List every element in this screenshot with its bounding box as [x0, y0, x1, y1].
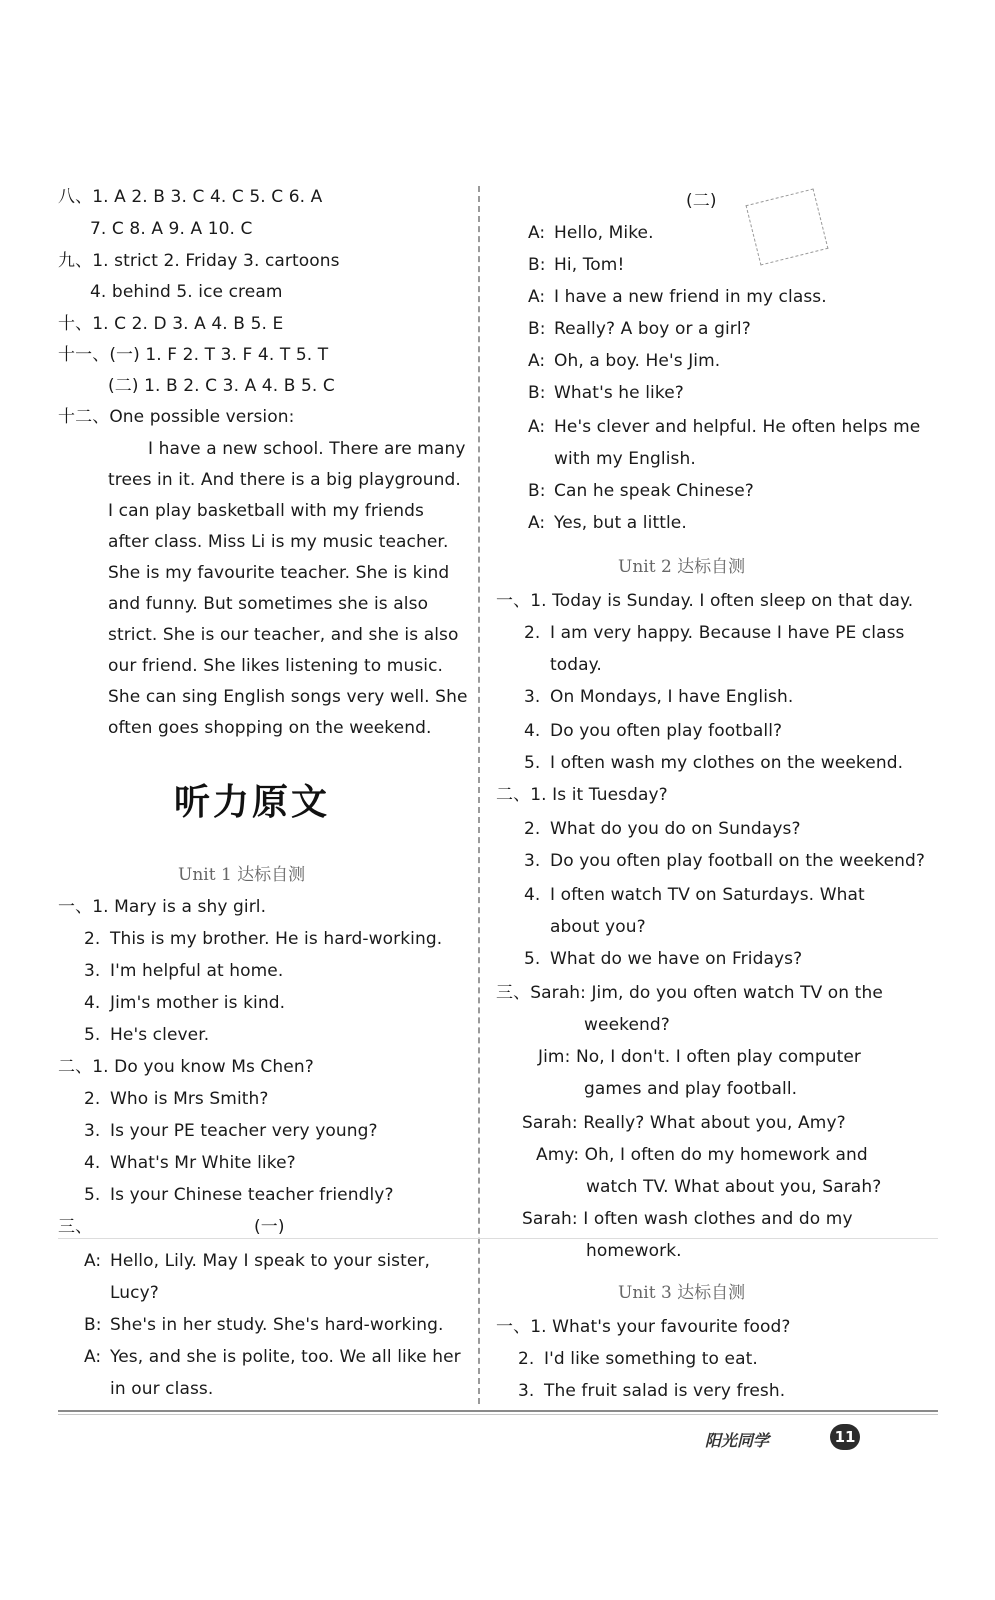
answer-8-line-1: 八、1. A 2. B 3. C 4. C 5. C 6. A — [58, 187, 323, 207]
essay-line: and funny. But sometimes she is also — [108, 594, 429, 614]
list-item: 3. I'm helpful at home. — [84, 961, 284, 981]
essay-line: our friend. She likes listening to music. — [108, 656, 444, 676]
list-item: 3. Do you often play football on the weekend? — [524, 851, 926, 871]
list-item: 5. Is your Chinese teacher friendly? — [84, 1185, 394, 1205]
dialog-line: 三、Sarah: Jim, do you often watch TV on the — [496, 983, 883, 1003]
essay-line: trees in it. And there is a big playground. — [108, 470, 461, 490]
dialog-line: in our class. — [110, 1379, 214, 1399]
list-item: 2. I am very happy. Because I have PE class — [524, 623, 905, 643]
list-item: 5. What do we have on Fridays? — [524, 949, 803, 969]
dialog-line: A: Hello, Mike. — [528, 223, 654, 243]
dialog-line: A: I have a new friend in my class. — [528, 287, 827, 307]
list-item: 5. He's clever. — [84, 1025, 210, 1045]
essay-line: She can sing English songs very well. She — [108, 687, 468, 707]
answer-8-line-2: 7. C 8. A 9. A 10. C — [90, 219, 253, 239]
dialog-line: with my English. — [554, 449, 696, 469]
answer-11-line-2: (二) 1. B 2. C 3. A 4. B 5. C — [108, 376, 335, 396]
list-item: 2. What do you do on Sundays? — [524, 819, 801, 839]
dialog-line: Sarah: I often wash clothes and do my — [522, 1209, 853, 1229]
essay-line: after class. Miss Li is my music teacher. — [108, 532, 449, 552]
essay-line: strict. She is our teacher, and she is also — [108, 625, 459, 645]
essay-line: I can play basketball with my friends — [108, 501, 425, 521]
list-item: 2. Who is Mrs Smith? — [84, 1089, 269, 1109]
essay-line: I have a new school. There are many — [148, 439, 466, 459]
list-item: 一、1. What's your favourite food? — [496, 1317, 791, 1337]
list-item: 4. What's Mr White like? — [84, 1153, 296, 1173]
dialog-line: B: Really? A boy or a girl? — [528, 319, 751, 339]
list-item: 一、1. Today is Sunday. I often sleep on that day. — [496, 591, 914, 611]
dialog-line: Amy: Oh, I often do my homework and — [536, 1145, 868, 1165]
dialog-line: A: Oh, a boy. He's Jim. — [528, 351, 721, 371]
essay-line: often goes shopping on the weekend. — [108, 718, 432, 738]
list-item: today. — [550, 655, 602, 675]
dialog-line: Lucy? — [110, 1283, 159, 1303]
section-title: 听力原文 — [174, 782, 331, 823]
answer-11-line-1: 十一、(一) 1. F 2. T 3. F 4. T 5. T — [58, 345, 329, 365]
list-item: 5. I often wash my clothes on the weekend. — [524, 753, 904, 773]
dialog-line: B: She's in her study. She's hard-working. — [84, 1315, 444, 1335]
section-3-label: 三、 — [58, 1217, 93, 1237]
unit-3-title: Unit 3 达标自测 — [618, 1283, 746, 1303]
dialog-line: games and play football. — [584, 1079, 798, 1099]
unit-2-title: Unit 2 达标自测 — [618, 557, 746, 577]
column-divider — [478, 186, 480, 1404]
dialog-line: A: He's clever and helpful. He often helps me — [528, 417, 921, 437]
stamp-mark — [746, 188, 829, 265]
part-label: (二) — [686, 191, 717, 211]
list-item: 4. I often watch TV on Saturdays. What — [524, 885, 865, 905]
list-item: 3. The fruit salad is very fresh. — [518, 1381, 786, 1401]
list-item: 2. This is my brother. He is hard-working. — [84, 929, 443, 949]
dialog-line: weekend? — [584, 1015, 670, 1035]
list-item: 3. Is your PE teacher very young? — [84, 1121, 378, 1141]
footer-rule — [58, 1410, 938, 1412]
dialog-line: Jim: No, I don't. I often play computer — [538, 1047, 861, 1067]
part-label: (一) — [254, 1217, 285, 1237]
unit-1-title: Unit 1 达标自测 — [178, 865, 306, 885]
dialog-line: B: What's he like? — [528, 383, 684, 403]
dialog-line: A: Yes, and she is polite, too. We all like her — [84, 1347, 461, 1367]
list-item: 4. Do you often play football? — [524, 721, 783, 741]
list-item: 一、1. Mary is a shy girl. — [58, 897, 267, 917]
answer-12-head: 十二、One possible version: — [58, 407, 295, 427]
scan-line — [58, 1238, 938, 1239]
dialog-line: A: Yes, but a little. — [528, 513, 687, 533]
footer-rule-thin — [58, 1414, 938, 1415]
dialog-line: Sarah: Really? What about you, Amy? — [522, 1113, 846, 1133]
dialog-line: B: Hi, Tom! — [528, 255, 625, 275]
dialog-line: A: Hello, Lily. May I speak to your sister, — [84, 1251, 431, 1271]
answer-10-line: 十、1. C 2. D 3. A 4. B 5. E — [58, 314, 284, 334]
list-item: 3. On Mondays, I have English. — [524, 687, 794, 707]
dialog-line: watch TV. What about you, Sarah? — [586, 1177, 882, 1197]
answer-9-line-2: 4. behind 5. ice cream — [90, 282, 283, 302]
dialog-line: B: Can he speak Chinese? — [528, 481, 754, 501]
list-item: 二、1. Do you know Ms Chen? — [58, 1057, 314, 1077]
list-item: 4. Jim's mother is kind. — [84, 993, 286, 1013]
essay-line: She is my favourite teacher. She is kind — [108, 563, 450, 583]
page-number: 11 — [830, 1424, 860, 1450]
dialog-line: homework. — [586, 1241, 682, 1261]
list-item: about you? — [550, 917, 646, 937]
list-item: 二、1. Is it Tuesday? — [496, 785, 668, 805]
answer-9-line-1: 九、1. strict 2. Friday 3. cartoons — [58, 251, 340, 271]
list-item: 2. I'd like something to eat. — [518, 1349, 758, 1369]
brand-logo: 阳光同学 — [705, 1431, 770, 1450]
